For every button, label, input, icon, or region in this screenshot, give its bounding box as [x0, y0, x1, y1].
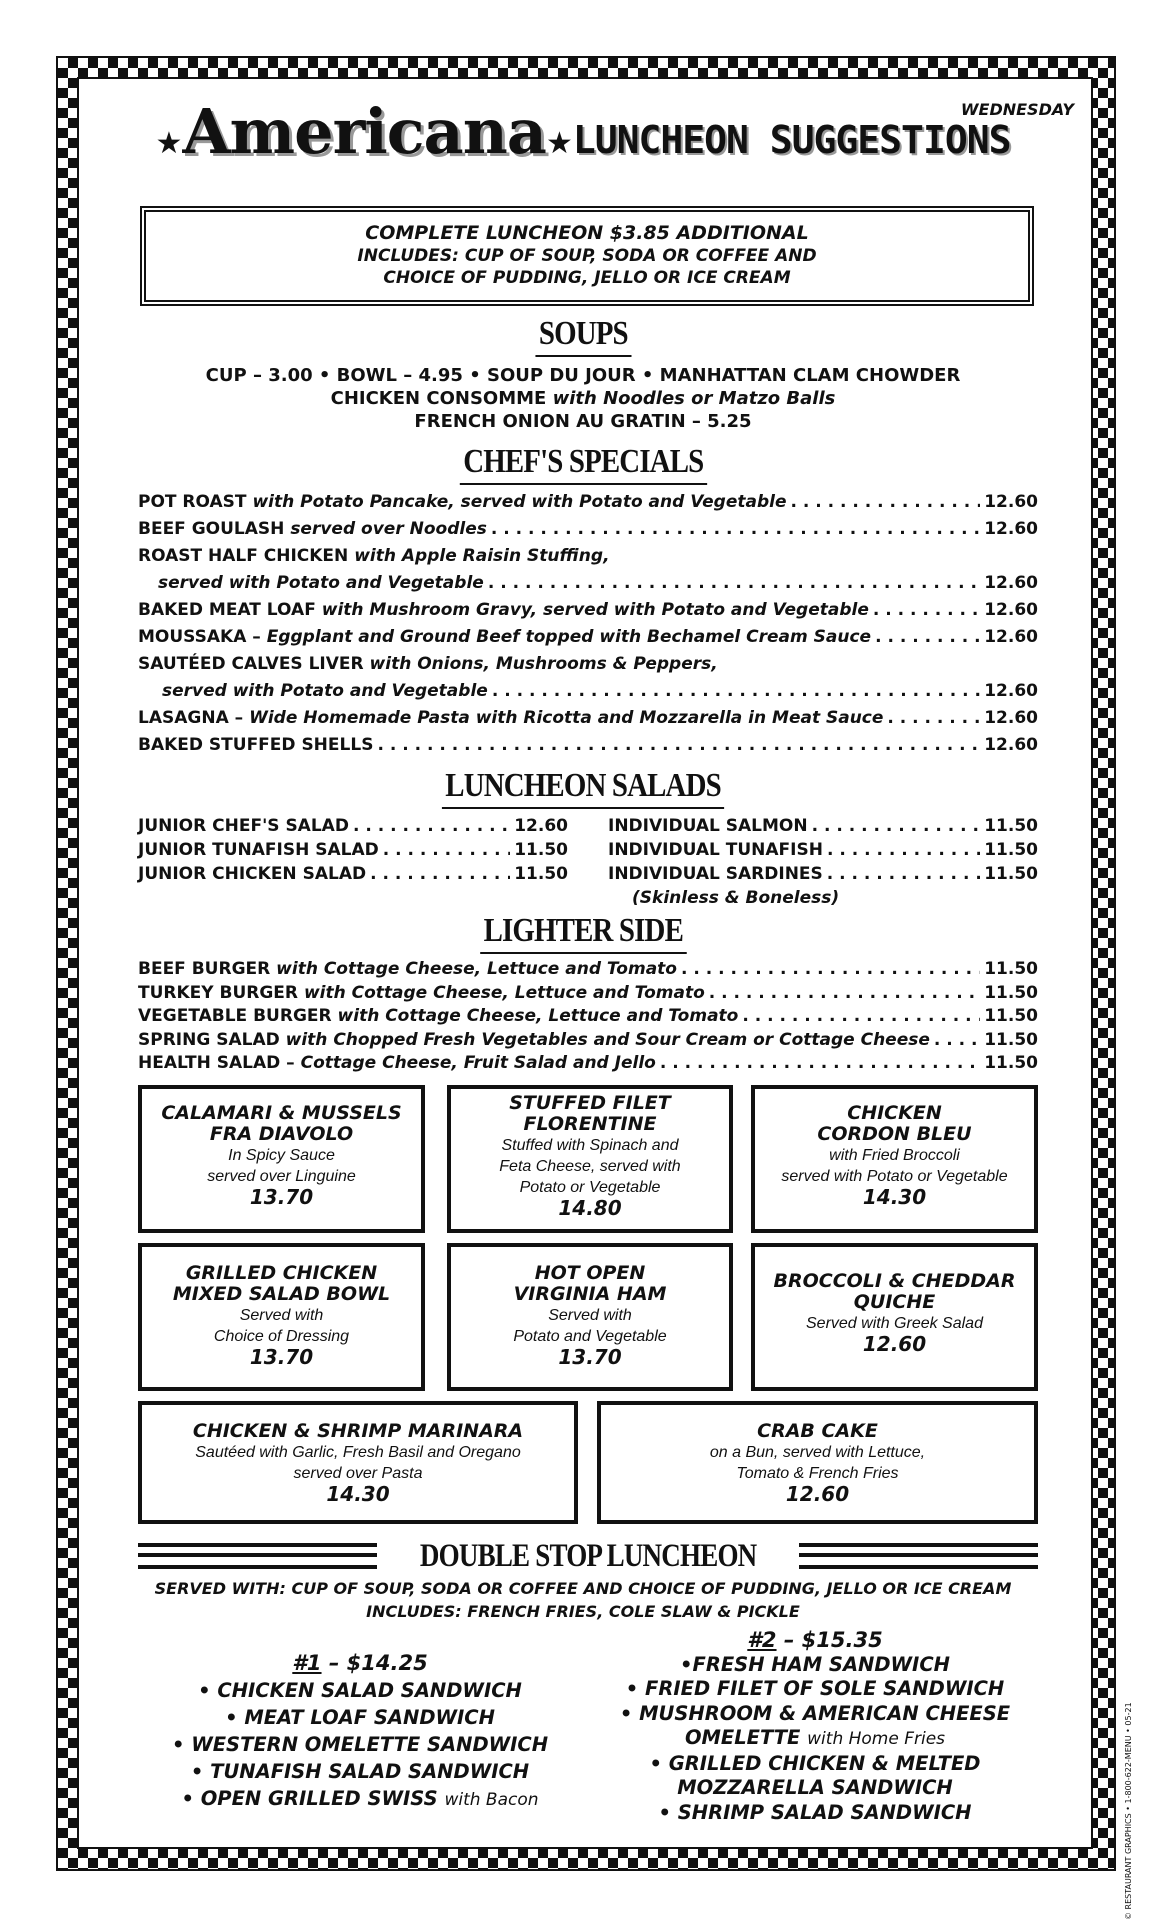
price: 13.70	[558, 1345, 622, 1369]
list-item: ROAST HALF CHICKEN with Apple Raisin Stuffing,	[138, 546, 610, 566]
page-title	[0, 95, 1166, 168]
list-item: INDIVIDUAL SALMON . . . 11.50	[608, 814, 1038, 838]
list-item: SPRING SALAD with Chopped Fresh Vegetables and Sour Cream or Cottage Cheese . . . 11.50	[138, 1029, 1038, 1053]
salads-heading: LUNCHEON SALADS	[0, 767, 1166, 809]
list-item: LASAGNA – Wide Homemade Pasta with Ricotta and Mozzarella in Meat Sauce . . . 12.60	[138, 705, 1038, 732]
feature-box-cordon-bleu: CHICKEN CORDON BLEU with Fried Broccoli served with Potato or Vegetable 14.30	[751, 1085, 1038, 1233]
list-item: • MUSHROOM & AMERICAN CHEESE	[619, 1701, 1011, 1725]
list-item: • TUNAFISH SALAD SANDWICH	[190, 1760, 530, 1783]
feature-box-stuffed-filet: STUFFED FILET FLORENTINE Stuffed with Spinach and Feta Cheese, served with Potato or Vegetable 14.80	[447, 1085, 733, 1233]
list-item: TURKEY BURGER with Cottage Cheese, Lettuce and Tomato . . . 11.50	[138, 982, 1038, 1006]
double-stop-served: SERVED WITH: CUP OF SOUP, SODA OR COFFEE AND CHOICE OF PUDDING, JELLO OR ICE CREAM INCLUDES: FRENCH FRIES, COLE SLAW & PICKLE	[154, 1579, 1012, 1621]
double-stop-option-1: #1 – $14.25 • CHICKEN SALAD SANDWICH • MEAT LOAF SANDWICH • WESTERN OMELETTE SANDWICH • TUNAFISH SALAD SANDWICH • OPEN GRILLED SWISS with Bacon	[150, 1650, 570, 1814]
list-item: •FRESH HAM SANDWICH	[680, 1652, 950, 1676]
salads-left-list	[138, 814, 568, 886]
list-item: MOUSSAKA – Eggplant and Ground Beef topped with Bechamel Cream Sauce . . . 12.60	[138, 624, 1038, 651]
subtitle: LUNCHEON SUGGESTIONS	[572, 118, 1011, 162]
combo-includes: INCLUDES: CUP OF SOUP, SODA OR COFFEE AND	[357, 246, 817, 266]
lighter-heading: LIGHTER SIDE	[0, 912, 1166, 954]
price: 12.60	[785, 1482, 850, 1506]
list-item: • MEAT LOAF SANDWICH	[225, 1706, 495, 1729]
list-item: served with Potato and Vegetable . . . 12.60	[138, 678, 1038, 705]
star-icon: ★	[155, 126, 183, 161]
brand-name: Americana	[182, 95, 546, 168]
lighter-side-list	[138, 958, 1038, 1076]
day-label: WEDNESDAY	[960, 100, 1074, 119]
list-item: served with Potato and Vegetable . . . 12.60	[138, 570, 1038, 597]
combo-choice: CHOICE OF PUDDING, JELLO OR ICE CREAM	[383, 268, 791, 288]
soups-line: CHICKEN CONSOMME with Noodles or Matzo Balls	[330, 388, 836, 409]
price: 13.70	[249, 1345, 314, 1369]
feature-box-chicken-shrimp: CHICKEN & SHRIMP MARINARA Sautéed with Garlic, Fresh Basil and Oregano served over Pasta 14.30	[138, 1401, 578, 1524]
list-item: BEEF BURGER with Cottage Cheese, Lettuce and Tomato . . . 11.50	[138, 958, 1038, 982]
list-item: JUNIOR CHEF'S SALAD . . . 12.60	[138, 814, 568, 838]
feature-box-crab-cake: CRAB CAKE on a Bun, served with Lettuce, Tomato & French Fries 12.60	[597, 1401, 1038, 1524]
list-item: BAKED MEAT LOAF with Mushroom Gravy, served with Potato and Vegetable . . . 12.60	[138, 597, 1038, 624]
list-item: BAKED STUFFED SHELLS . . . 12.60	[138, 732, 1038, 759]
soups-block	[0, 364, 1166, 433]
complete-luncheon-box	[140, 206, 1034, 306]
double-stop-heading: DOUBLE STOP LUNCHEON	[138, 1538, 1038, 1574]
price: 14.30	[326, 1482, 390, 1506]
feature-box-grilled-chicken: GRILLED CHICKEN MIXED SALAD BOWL Served with Choice of Dressing 13.70	[138, 1243, 425, 1391]
list-item: • FRIED FILET OF SOLE SANDWICH	[625, 1677, 1005, 1700]
salads-note: (Skinless & Boneless)	[632, 888, 840, 908]
list-item: VEGETABLE BURGER with Cottage Cheese, Lettuce and Tomato . . . 11.50	[138, 1005, 1038, 1029]
list-item: JUNIOR TUNAFISH SALAD . . . 11.50	[138, 838, 568, 862]
list-item: MOZZARELLA SANDWICH	[677, 1776, 953, 1799]
feature-box-quiche: BROCCOLI & CHEDDAR QUICHE Served with Greek Salad 12.60	[751, 1243, 1038, 1391]
list-item: • OPEN GRILLED SWISS with Bacon	[181, 1787, 539, 1810]
printer-credit: © RESTAURANT GRAPHICS • 1-800-622-MENU • 05-21	[1124, 1702, 1133, 1920]
list-item: OMELETTE with Home Fries	[684, 1726, 946, 1749]
feature-box-calamari: CALAMARI & MUSSELS FRA DIAVOLO In Spicy Sauce served over Linguine 13.70	[138, 1085, 425, 1233]
list-item: JUNIOR CHICKEN SALAD . . . 11.50	[138, 862, 568, 886]
divider	[138, 1543, 377, 1569]
price: 14.30	[862, 1185, 927, 1209]
soups-line: FRENCH ONION AU GRATIN – 5.25	[414, 411, 752, 432]
feature-box-virginia-ham: HOT OPEN VIRGINIA HAM Served with Potato and Vegetable 13.70	[447, 1243, 733, 1391]
list-item: • GRILLED CHICKEN & MELTED	[649, 1751, 981, 1775]
chefs-heading: CHEF'S SPECIALS	[0, 443, 1166, 485]
salads-right-list	[608, 814, 1062, 910]
chefs-specials-list	[138, 489, 1038, 759]
combo-price: COMPLETE LUNCHEON $3.85 ADDITIONAL	[365, 222, 809, 244]
list-item: INDIVIDUAL SARDINES . . . 11.50	[608, 862, 1038, 886]
list-item: POT ROAST with Potato Pancake, served with Potato and Vegetable . . . 12.60	[138, 489, 1038, 516]
star-icon: ★	[545, 126, 573, 161]
soups-line: CUP – 3.00 • BOWL – 4.95 • SOUP DU JOUR • MANHATTAN CLAM CHOWDER	[205, 365, 961, 386]
list-item: SAUTÉED CALVES LIVER with Onions, Mushrooms & Peppers,	[138, 654, 718, 674]
price: 12.60	[862, 1332, 927, 1356]
list-item: • WESTERN OMELETTE SANDWICH	[171, 1733, 549, 1756]
list-item: • CHICKEN SALAD SANDWICH	[198, 1679, 522, 1702]
price: 13.70	[249, 1185, 314, 1209]
divider	[799, 1543, 1038, 1569]
double-stop-option-2: #2 – $15.35 •FRESH HAM SANDWICH • FRIED FILET OF SOLE SANDWICH • MUSHROOM & AMERICAN CHEESE OMELETTE with Home Fries • GRILLED CHICKEN & MELTED MOZZARELLA SANDWICH • SHRIMP SALAD SANDWICH	[590, 1628, 1040, 1825]
list-item: • SHRIMP SALAD SANDWICH	[658, 1800, 972, 1824]
list-item: INDIVIDUAL TUNAFISH . . . 11.50	[608, 838, 1038, 862]
price: 14.80	[558, 1196, 622, 1220]
soups-heading: SOUPS	[0, 315, 1166, 357]
list-item: BEEF GOULASH served over Noodles . . . 12.60	[138, 516, 1038, 543]
list-item: HEALTH SALAD – Cottage Cheese, Fruit Salad and Jello . . . 11.50	[138, 1052, 1038, 1076]
